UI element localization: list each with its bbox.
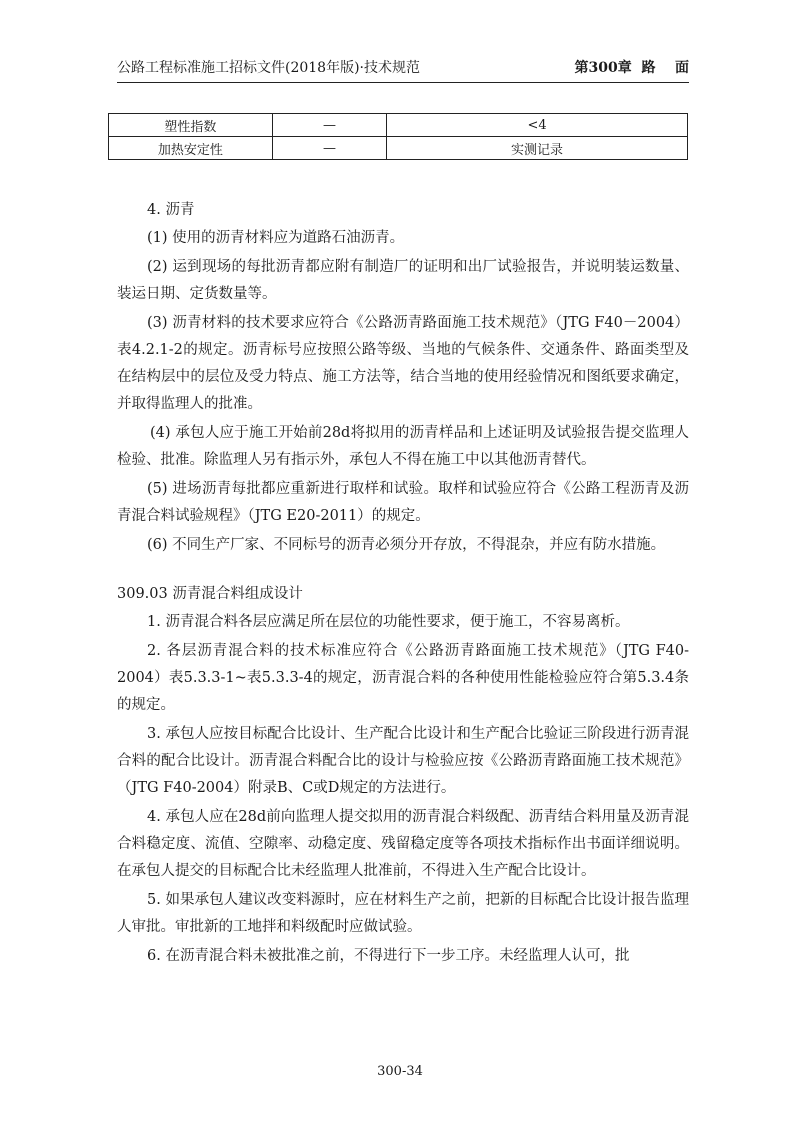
section-heading: 309.03 沥青混合料组成设计 (117, 586, 303, 602)
paragraph: 2. 各层沥青混合料的技术标准应符合《公路沥青路面施工技术规范》（JTG F40-2004）表5.3.3-1~表5.3.3-4的规定，沥青混合料的各种使用性能检验应符合第5.3.4条的规定。 (117, 643, 689, 713)
table-cell: 实测记录 (387, 137, 688, 160)
paragraph: 4. 承包人应在28d前向监理人提交拟用的沥青混合料级配、沥青结合料用量及沥青混合料稳定度、流值、空隙率、动稳定度、残留稳定度等各项技术指标作出书面详细说明。在承包人提交的目标配合比未经监理人批准前，不得进入生产配合比设计。 (117, 809, 689, 879)
paragraph: (1) 使用的沥青材料应为道路石油沥青。 (147, 230, 405, 246)
table-cell: <4 (387, 114, 688, 137)
table-cell: — (272, 137, 386, 160)
subsection-heading: 4. 沥青 (147, 202, 195, 218)
paragraph: (3) 沥青材料的技术要求应符合《公路沥青路面施工技术规范》（JTG F40－2004）表4.2.1-2的规定。沥青标号应按照公路等级、当地的气候条件、交通条件、路面类型及在结构层中的层位及受力特点、施工方法等，结合当地的使用经验情况和图纸要求确定，并取得监理人的批准。 (117, 315, 689, 412)
paragraph: (5) 进场沥青每批都应重新进行取样和试验。取样和试验应符合《公路工程沥青及沥青混合料试验规程》（JTG E20-2011）的规定。 (117, 481, 689, 524)
table-row (109, 114, 688, 137)
paragraph: 6. 在沥青混合料未被批准之前，不得进行下一步工序。未经监理人认可，批 (147, 948, 630, 964)
paragraph: (6) 不同生产厂家、不同标号的沥青必须分开存放，不得混杂，并应有防水措施。 (147, 537, 666, 553)
table-row (109, 137, 688, 160)
table-cell: — (272, 114, 386, 137)
paragraph: 1. 沥青混合料各层应满足所在层位的功能性要求，便于施工，不容易离析。 (147, 614, 630, 630)
header-divider (117, 82, 689, 83)
paragraph: 5. 如果承包人建议改变料源时，应在材料生产之前，把新的目标配合比设计报告监理人审批。审批新的工地拌和料级配时应做试验。 (117, 892, 689, 935)
paragraph: (2) 运到现场的每批沥青都应附有制造厂的证明和出厂试验报告，并说明装运数量、装运日期、定货数量等。 (117, 259, 689, 302)
page-number: 300-34 (377, 1064, 423, 1079)
table-cell: 加热安定性 (109, 137, 273, 160)
header-chapter-title: 第300章 路 面 (574, 60, 689, 76)
page-header (117, 56, 689, 80)
page-body (117, 197, 689, 972)
spec-table (108, 113, 688, 160)
header-document-title: 公路工程标准施工招标文件(2018年版)·技术规范 (117, 60, 421, 76)
paragraph: 3. 承包人应按目标配合比设计、生产配合比设计和生产配合比验证三阶段进行沥青混合料的配合比设计。沥青混合料配合比的设计与检验应按《公路沥青路面施工技术规范》（JTG F40-2004）附录B、C或D规定的方法进行。 (117, 726, 689, 796)
table-cell: 塑性指数 (109, 114, 273, 137)
paragraph: (4) 承包人应于施工开始前28d将拟用的沥青样品和上述证明及试验报告提交监理人检验、批准。除监理人另有指示外，承包人不得在施工中以其他沥青替代。 (117, 425, 689, 468)
